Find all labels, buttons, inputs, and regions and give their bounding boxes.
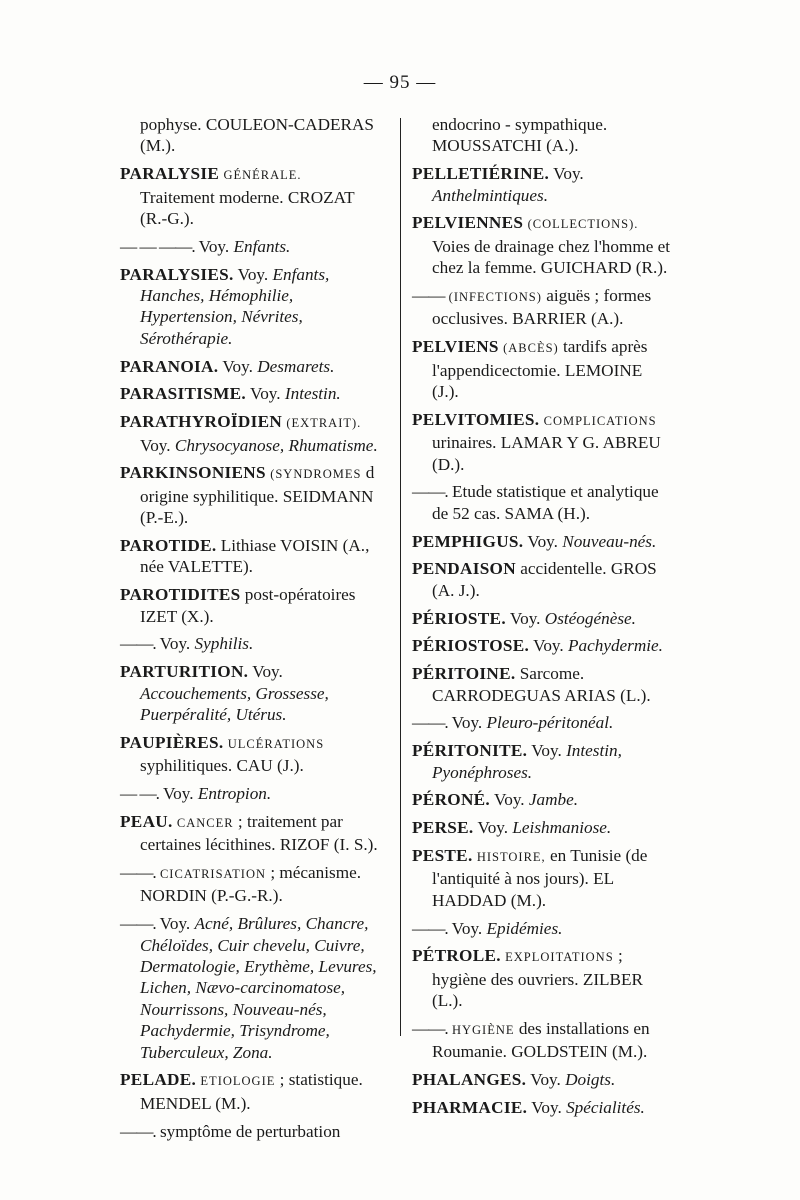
entry-text: syphilitiques. CAU (J.). — [140, 756, 304, 776]
entry-see-also: Jambe. — [528, 790, 579, 810]
entry-see-also: Pachydermie. — [568, 636, 663, 656]
repeat-dash: —— — [412, 286, 445, 306]
entry-headword: PELVIENS — [412, 337, 499, 357]
repeat-dash: ——. — [412, 713, 448, 733]
entry-text: ; mécanisme. NORDIN (P.-G.-R.). — [140, 863, 362, 906]
entry-subheading: (COLLECTIONS). — [527, 217, 639, 232]
entry-subheading: CANCER — [176, 815, 234, 830]
entry-headword: PENDAISON — [412, 559, 516, 579]
column-divider — [400, 118, 401, 1036]
entry-see-also: Pleuro-péritonéal. — [486, 713, 614, 733]
index-column-right — [412, 114, 672, 1125]
entry-text: tardifs après l'appendicectomie. LEMOINE (J.). — [432, 337, 648, 402]
entry-text: Voy. — [494, 790, 525, 810]
index-entry — [412, 817, 672, 838]
entry-headword: PAROTIDE. — [120, 536, 217, 556]
entry-headword: PAROTIDITES — [120, 585, 241, 605]
entry-text: pophyse. COULEON-CADERAS (M.). — [140, 115, 374, 156]
repeat-dash: ——. — [412, 1019, 448, 1039]
entry-text: Voy. — [509, 608, 541, 628]
entry-headword: PÉRITONITE. — [412, 741, 528, 761]
entry-text: ; statistique. MENDEL (M.). — [140, 1070, 363, 1113]
index-column-left — [120, 114, 380, 1148]
entry-headword: PEMPHIGUS. — [412, 531, 524, 551]
entry-text: Voy. — [159, 634, 191, 654]
index-entry — [412, 918, 672, 939]
index-entry — [120, 661, 380, 725]
entry-text: accidentelle. GROS (A. J.). — [432, 559, 657, 600]
entry-subheading: (INFECTIONS) — [448, 290, 542, 305]
entry-see-also: Doigts. — [565, 1070, 616, 1090]
entry-see-also: Epidémies. — [486, 918, 563, 938]
entry-headword: PARKINSONIENS — [120, 463, 266, 483]
entry-subheading: ETIOLOGIE — [200, 1074, 276, 1089]
index-entry — [120, 783, 380, 804]
index-entry — [412, 635, 672, 656]
index-entry — [412, 1097, 672, 1118]
entry-text: Voy. — [533, 636, 564, 656]
index-entry — [412, 336, 672, 402]
entry-text: Voy. — [222, 356, 253, 376]
entry-text: des installations en Roumanie. GOLDSTEIN (M.). — [432, 1019, 650, 1062]
index-entry — [412, 558, 672, 601]
index-entry — [412, 712, 672, 733]
entry-text: post-opératoires IZET (X.). — [140, 585, 356, 626]
index-entry — [120, 732, 380, 777]
repeat-dash: ——. — [120, 634, 156, 654]
repeat-dash: ——. — [120, 1121, 156, 1141]
entry-text: Voies de drainage chez l'homme et chez la femme. GUICHARD (R.). — [432, 236, 671, 278]
entry-headword: PARTURITION. — [120, 662, 249, 682]
entry-text: Voy. — [159, 914, 191, 934]
entry-see-also: Syphilis. — [194, 634, 254, 654]
index-entry — [412, 608, 672, 629]
index-entry — [120, 356, 380, 377]
entry-subheading: COMPLICATIONS — [543, 413, 657, 428]
entry-headword: PARASITISME. — [120, 384, 247, 404]
index-entry — [120, 633, 380, 654]
entry-see-also: Acné, Brûlures, Chancre, Chéloïdes, Cuir chevelu, Cuivre, Dermatologie, Erythème, Levures, Lichen, Nævo-carcinomatose, Nourrissons, Nouveau-nés, Pachydermie, Trisyndrome, Tuberculeux, Zona. — [140, 914, 377, 1062]
entry-subheading: (SYNDROMES — [270, 467, 362, 482]
entry-text: urinaires. LAMAR Y G. ABREU (D.). — [432, 433, 661, 474]
entry-text: Lithiase VOISIN (A., née VALETTE). — [140, 536, 370, 577]
entry-headword: PERSE. — [412, 818, 474, 838]
entry-see-also: Enfants. — [233, 236, 291, 256]
index-entry — [120, 163, 380, 229]
entry-see-also: Entropion. — [197, 784, 272, 804]
entry-see-also: Intestin, Pyonéphroses. — [432, 741, 622, 782]
index-entry — [120, 913, 380, 1063]
repeat-dash: — — ——. — [120, 236, 195, 256]
entry-headword: PELLETIÉRINE. — [412, 164, 550, 184]
entry-text: Voy. — [140, 435, 171, 455]
entry-see-also: Anthelmintiques. — [432, 185, 548, 205]
entry-headword: PARATHYROÏDIEN — [120, 412, 283, 432]
entry-text: Voy. — [527, 531, 558, 551]
index-entry — [412, 740, 672, 783]
entry-text: Voy. — [477, 818, 509, 838]
entry-headword: PESTE. — [412, 846, 473, 866]
entry-see-also: Intestin. — [284, 384, 341, 404]
index-entry — [412, 481, 672, 524]
entry-text: Voy. — [531, 1098, 562, 1118]
entry-headword: PÉRIOSTE. — [412, 608, 506, 628]
entry-text: Voy. — [531, 741, 562, 761]
entry-headword: PEAU. — [120, 811, 173, 831]
repeat-dash: ——. — [412, 482, 448, 502]
entry-text: Voy. — [451, 713, 483, 733]
index-entry — [120, 411, 380, 456]
repeat-dash: ——. — [120, 914, 156, 934]
entry-text: Voy. — [553, 164, 584, 184]
entry-headword: PÉRONÉ. — [412, 790, 491, 810]
index-entry — [120, 584, 380, 627]
index-entry — [120, 862, 380, 907]
entry-text: ; traitement par certaines lécithines. RIZOF (I. S.). — [140, 811, 378, 855]
entry-text: Voy. — [252, 662, 283, 682]
entry-see-also: Spécialités. — [566, 1098, 645, 1118]
index-entry — [412, 114, 672, 157]
index-entry — [412, 163, 672, 206]
index-entry — [120, 811, 380, 856]
entry-see-also: Enfants, Hanches, Hémophilie, Hypertension, Névrites, Sérothérapie. — [140, 264, 330, 348]
entry-headword: PHARMACIE. — [412, 1098, 528, 1118]
index-entry — [120, 535, 380, 578]
entry-text: symptôme de perturbation — [159, 1121, 341, 1141]
entry-headword: PARANOIA. — [120, 356, 219, 376]
entry-text: Voy. — [530, 1070, 561, 1090]
index-entry — [412, 285, 672, 330]
repeat-dash: — —. — [120, 784, 159, 804]
entry-see-also: Chrysocyanose, Rhumatisme. — [174, 435, 378, 455]
index-entry — [412, 212, 672, 278]
repeat-dash: ——. — [412, 918, 448, 938]
entry-text: en Tunisie (de l'antiquité à nos jours). EL HADDAD (M.). — [432, 846, 648, 910]
entry-text: aiguës ; formes occlusives. BARRIER (A.). — [432, 286, 652, 329]
entry-text: ; hygiène des ouvriers. ZILBER (L.). — [432, 946, 643, 1011]
index-entry — [120, 114, 380, 157]
index-entry — [412, 945, 672, 1011]
entry-text: Voy. — [162, 784, 194, 804]
index-entry — [120, 1069, 380, 1114]
entry-subheading: HISTOIRE, — [476, 850, 546, 865]
index-entry — [412, 1018, 672, 1063]
entry-see-also: Accouchements, Grossesse, Puerpéralité, Utérus. — [140, 683, 329, 725]
entry-see-also: Leishmaniose. — [512, 818, 612, 838]
index-entry — [412, 531, 672, 552]
entry-headword: PHALANGES. — [412, 1070, 527, 1090]
entry-text: Voy. — [451, 918, 483, 938]
index-entry — [120, 383, 380, 404]
entry-headword: PELVITOMIES. — [412, 409, 540, 429]
entry-text: Voy. — [198, 236, 230, 256]
entry-subheading: CICATRISATION — [159, 867, 267, 882]
entry-text: d origine syphilitique. SEIDMANN (P.-E.). — [140, 463, 375, 528]
index-entry — [412, 663, 672, 706]
entry-text: Voy. — [250, 384, 281, 404]
entry-headword: PÉTROLE. — [412, 946, 501, 966]
entry-text: endocrino - sympathique. MOUSSATCHI (A.). — [432, 115, 608, 156]
index-entry — [120, 264, 380, 350]
entry-headword: PÉRIOSTOSE. — [412, 636, 530, 656]
index-entry — [412, 1069, 672, 1090]
entry-text: Sarcome. CARRODEGUAS ARIAS (L.). — [432, 664, 651, 705]
entry-headword: PÉRITOINE. — [412, 664, 516, 684]
entry-subheading: HYGIÈNE — [451, 1023, 515, 1038]
index-entry — [412, 789, 672, 810]
entry-see-also: Nouveau-nés. — [562, 531, 657, 551]
page-number: — 95 — — [363, 72, 437, 93]
entry-headword: PAUPIÈRES. — [120, 732, 224, 752]
index-entry — [120, 236, 380, 257]
entry-headword: PARALYSIE — [120, 164, 220, 184]
entry-see-also: Desmarets. — [257, 356, 335, 376]
repeat-dash: ——. — [120, 863, 156, 883]
index-entry — [412, 845, 672, 911]
entry-see-also: Ostéogénèse. — [544, 608, 636, 628]
entry-text: Voy. — [237, 264, 269, 284]
entry-text: Etude statistique et analytique de 52 cas. SAMA (H.). — [432, 482, 659, 523]
index-entry — [120, 1121, 380, 1142]
entry-text: Traitement moderne. CROZAT (R.-G.). — [140, 187, 355, 229]
entry-subheading: (EXTRAIT). — [286, 416, 362, 431]
index-entry — [412, 409, 672, 475]
entry-subheading: EXPLOITATIONS — [505, 950, 614, 965]
entry-subheading: (ABCÈS) — [503, 341, 559, 356]
entry-headword: PELVIENNES — [412, 213, 524, 233]
entry-headword: PELADE. — [120, 1070, 197, 1090]
entry-headword: PARALYSIES. — [120, 264, 234, 284]
entry-subheading: ULCÉRATIONS — [227, 736, 325, 751]
index-entry — [120, 462, 380, 528]
entry-subheading: GÉNÉRALE. — [223, 168, 302, 183]
